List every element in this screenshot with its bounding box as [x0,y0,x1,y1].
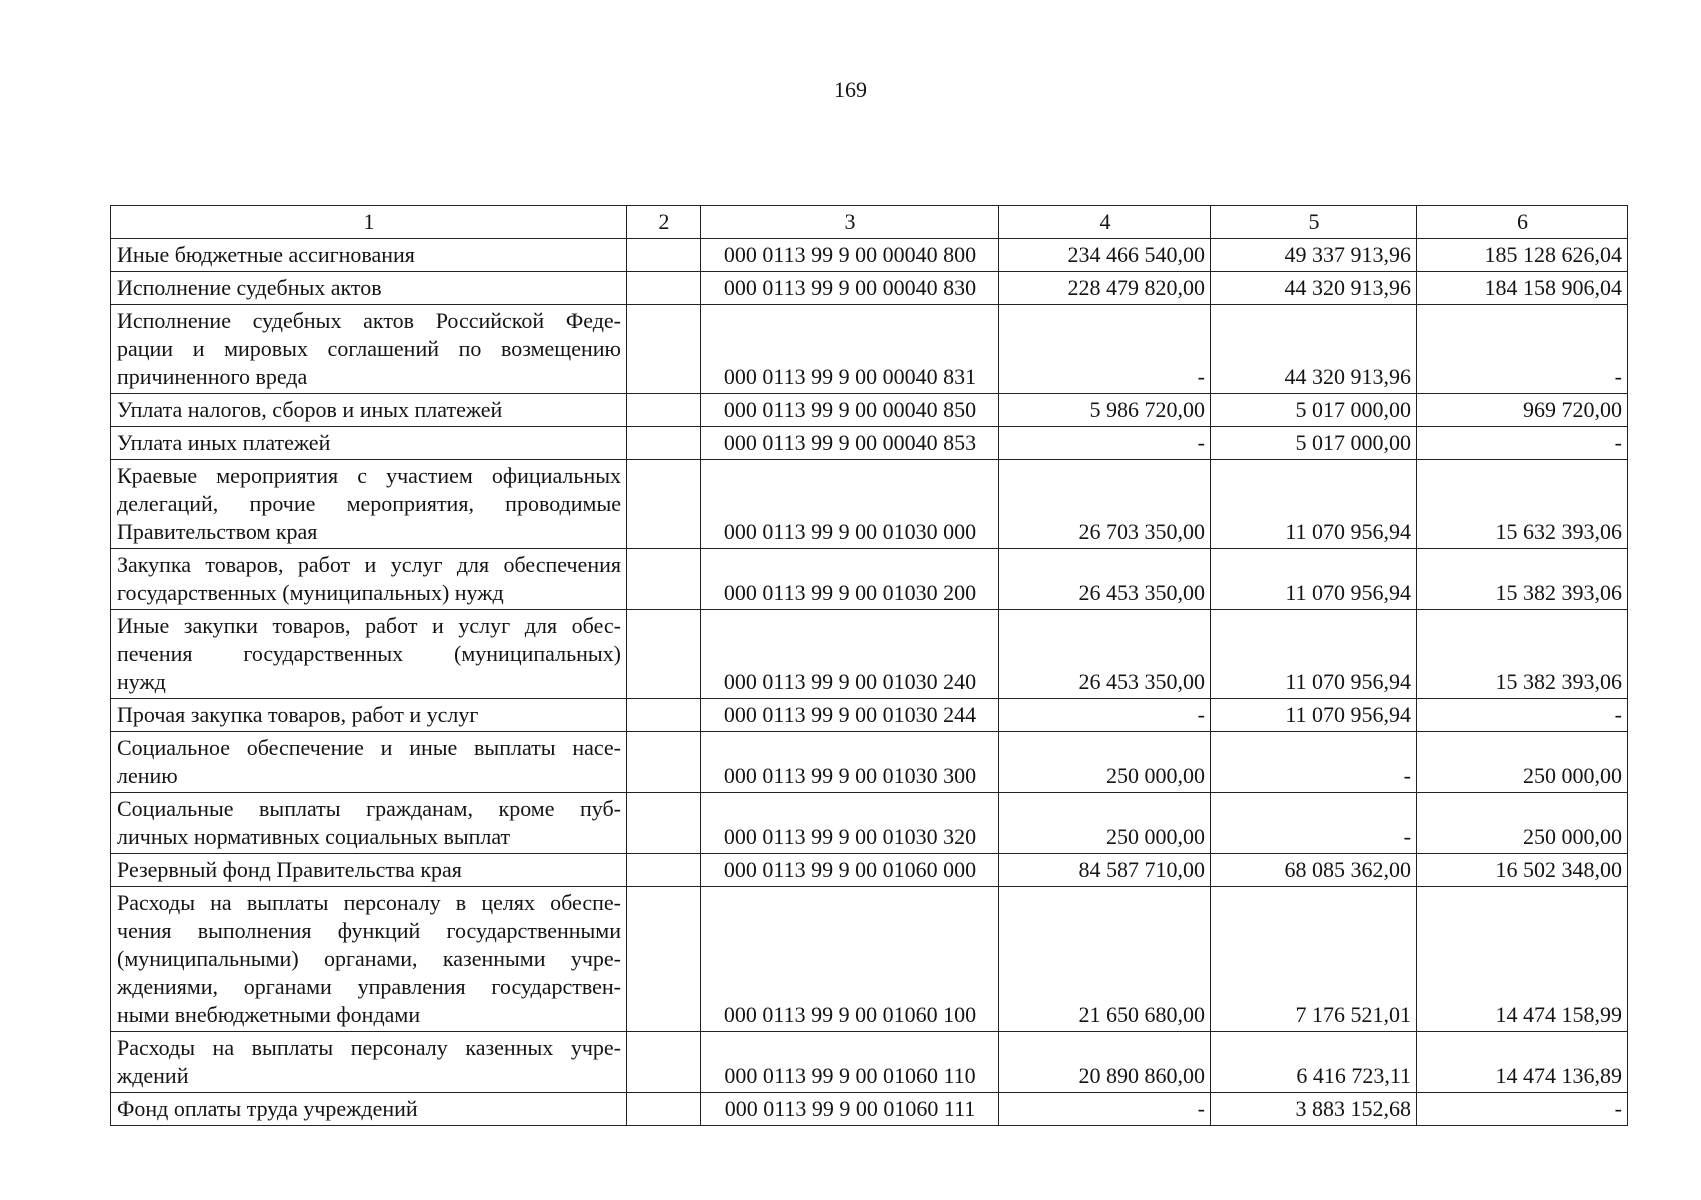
empty-cell [627,1032,701,1093]
amount-cell-col-4: 250 000,00 [999,732,1211,793]
code-cell: 000 0113 99 9 00 01030 240 [701,610,999,699]
table-row [111,549,1628,610]
header-cell-col-1: 1 [111,206,627,239]
amount-cell-col-4: 234 466 540,00 [999,239,1211,272]
amount-cell-col-4: 228 479 820,00 [999,272,1211,305]
description-line: ждениями, органами управления государствен- [117,974,621,999]
table-header [111,206,1628,239]
description-line: Краевые мероприятия с участием официальных [117,463,621,488]
description-cell [111,1093,627,1126]
empty-cell [627,732,701,793]
table-row [111,887,1628,1032]
amount-cell-col-4: - [999,1093,1211,1126]
amount-cell-col-6: - [1417,1093,1628,1126]
amount-cell-col-5: 68 085 362,00 [1211,854,1417,887]
amount-cell-col-6: - [1417,305,1628,394]
code-cell: 000 0113 99 9 00 01030 200 [701,549,999,610]
amount-cell-col-5: 3 883 152,68 [1211,1093,1417,1126]
code-cell: 000 0113 99 9 00 00040 830 [701,272,999,305]
table-row [111,460,1628,549]
description-line: государственных (муниципальных) нужд [117,580,504,605]
code-cell: 000 0113 99 9 00 00040 853 [701,427,999,460]
description-line: Исполнение судебных актов Российской Феде- [117,308,621,333]
amount-cell-col-6: 15 632 393,06 [1417,460,1628,549]
description-line: Фонд оплаты труда учреждений [117,1096,418,1121]
code-cell: 000 0113 99 9 00 01030 320 [701,793,999,854]
empty-cell [627,460,701,549]
description-line: Уплата иных платежей [117,430,331,455]
table-row [111,1032,1628,1093]
amount-cell-col-5: - [1211,732,1417,793]
description-line: рации и мировых соглашений по возмещению [117,336,621,361]
header-cell-col-3: 3 [701,206,999,239]
amount-cell-col-4: 250 000,00 [999,793,1211,854]
empty-cell [627,427,701,460]
empty-cell [627,549,701,610]
description-line: лению [117,763,178,788]
amount-cell-col-6: 250 000,00 [1417,793,1628,854]
amount-cell-col-6: 14 474 136,89 [1417,1032,1628,1093]
description-cell [111,239,627,272]
header-cell-col-5: 5 [1211,206,1417,239]
budget-table [110,205,1628,1126]
table-body [111,239,1628,1126]
amount-cell-col-4: - [999,427,1211,460]
description-cell [111,854,627,887]
empty-cell [627,1093,701,1126]
amount-cell-col-5: 7 176 521,01 [1211,887,1417,1032]
description-cell [111,1032,627,1093]
amount-cell-col-5: 11 070 956,94 [1211,610,1417,699]
table-row [111,699,1628,732]
amount-cell-col-5: 44 320 913,96 [1211,305,1417,394]
description-line: (муниципальными) органами, казенными учре- [117,946,621,971]
amount-cell-col-6: 250 000,00 [1417,732,1628,793]
code-cell: 000 0113 99 9 00 00040 850 [701,394,999,427]
amount-cell-col-4: 21 650 680,00 [999,887,1211,1032]
empty-cell [627,394,701,427]
description-line: Исполнение судебных актов [117,275,382,300]
header-cell-col-2: 2 [627,206,701,239]
description-cell [111,305,627,394]
code-cell: 000 0113 99 9 00 00040 800 [701,239,999,272]
description-line: Социальные выплаты гражданам, кроме пуб- [117,796,621,821]
description-line: Правительством края [117,519,318,544]
amount-cell-col-6: 14 474 158,99 [1417,887,1628,1032]
empty-cell [627,887,701,1032]
description-cell [111,272,627,305]
table-row [111,854,1628,887]
amount-cell-col-5: 49 337 913,96 [1211,239,1417,272]
description-line: делегаций, прочие мероприятия, проводимые [117,491,621,516]
empty-cell [627,793,701,854]
code-cell: 000 0113 99 9 00 01030 244 [701,699,999,732]
empty-cell [627,305,701,394]
description-cell [111,394,627,427]
amount-cell-col-5: 5 017 000,00 [1211,427,1417,460]
description-line: Иные закупки товаров, работ и услуг для обес- [117,613,621,638]
description-line: печения государственных (муниципальных) [117,641,621,666]
table-row [111,610,1628,699]
amount-cell-col-5: 11 070 956,94 [1211,699,1417,732]
description-line: Закупка товаров, работ и услуг для обеспечения [117,552,621,577]
amount-cell-col-6: 15 382 393,06 [1417,610,1628,699]
table-row [111,427,1628,460]
description-line: Резервный фонд Правительства края [117,857,462,882]
amount-cell-col-6: 185 128 626,04 [1417,239,1628,272]
description-line: Социальное обеспечение и иные выплаты насе- [117,735,621,760]
amount-cell-col-4: 5 986 720,00 [999,394,1211,427]
amount-cell-col-4: 84 587 710,00 [999,854,1211,887]
amount-cell-col-5: 44 320 913,96 [1211,272,1417,305]
code-cell: 000 0113 99 9 00 00040 831 [701,305,999,394]
amount-cell-col-4: 26 703 350,00 [999,460,1211,549]
table-row [111,305,1628,394]
table-row [111,272,1628,305]
description-cell [111,699,627,732]
table-row [111,1093,1628,1126]
table-row [111,732,1628,793]
description-line: Иные бюджетные ассигнования [117,242,415,267]
code-cell: 000 0113 99 9 00 01060 111 [701,1093,999,1126]
amount-cell-col-5: 5 017 000,00 [1211,394,1417,427]
description-cell [111,460,627,549]
amount-cell-col-5: 6 416 723,11 [1211,1032,1417,1093]
header-cell-col-6: 6 [1417,206,1628,239]
description-cell [111,427,627,460]
description-line: Прочая закупка товаров, работ и услуг [117,702,479,727]
code-cell: 000 0113 99 9 00 01060 000 [701,854,999,887]
description-cell [111,793,627,854]
amount-cell-col-4: 26 453 350,00 [999,549,1211,610]
amount-cell-col-5: - [1211,793,1417,854]
amount-cell-col-4: 26 453 350,00 [999,610,1211,699]
code-cell: 000 0113 99 9 00 01060 100 [701,887,999,1032]
description-line: ждений [117,1063,189,1088]
amount-cell-col-4: 20 890 860,00 [999,1032,1211,1093]
description-cell [111,887,627,1032]
amount-cell-col-4: - [999,699,1211,732]
code-cell: 000 0113 99 9 00 01030 300 [701,732,999,793]
empty-cell [627,699,701,732]
amount-cell-col-6: 16 502 348,00 [1417,854,1628,887]
description-line: ными внебюджетными фондами [117,1002,421,1027]
description-line: Расходы на выплаты персоналу казенных учре- [117,1035,621,1060]
description-line: нужд [117,669,166,694]
code-cell: 000 0113 99 9 00 01030 000 [701,460,999,549]
amount-cell-col-6: - [1417,699,1628,732]
description-line: чения выполнения функций государственными [117,918,621,943]
amount-cell-col-6: 184 158 906,04 [1417,272,1628,305]
description-cell [111,610,627,699]
description-line: Уплата налогов, сборов и иных платежей [117,397,503,422]
description-line: личных нормативных социальных выплат [117,824,511,849]
header-cell-col-4: 4 [999,206,1211,239]
table-row [111,394,1628,427]
description-line: Расходы на выплаты персоналу в целях обеспе- [117,890,621,915]
amount-cell-col-5: 11 070 956,94 [1211,549,1417,610]
code-cell: 000 0113 99 9 00 01060 110 [701,1032,999,1093]
empty-cell [627,610,701,699]
description-line: причиненного вреда [117,364,308,389]
amount-cell-col-6: - [1417,427,1628,460]
description-cell [111,732,627,793]
amount-cell-col-5: 11 070 956,94 [1211,460,1417,549]
amount-cell-col-4: - [999,305,1211,394]
table-row [111,793,1628,854]
header-row [111,206,1628,239]
amount-cell-col-6: 969 720,00 [1417,394,1628,427]
page-number: 169 [834,77,867,102]
amount-cell-col-6: 15 382 393,06 [1417,549,1628,610]
table-row [111,239,1628,272]
empty-cell [627,239,701,272]
description-cell [111,549,627,610]
empty-cell [627,272,701,305]
empty-cell [627,854,701,887]
